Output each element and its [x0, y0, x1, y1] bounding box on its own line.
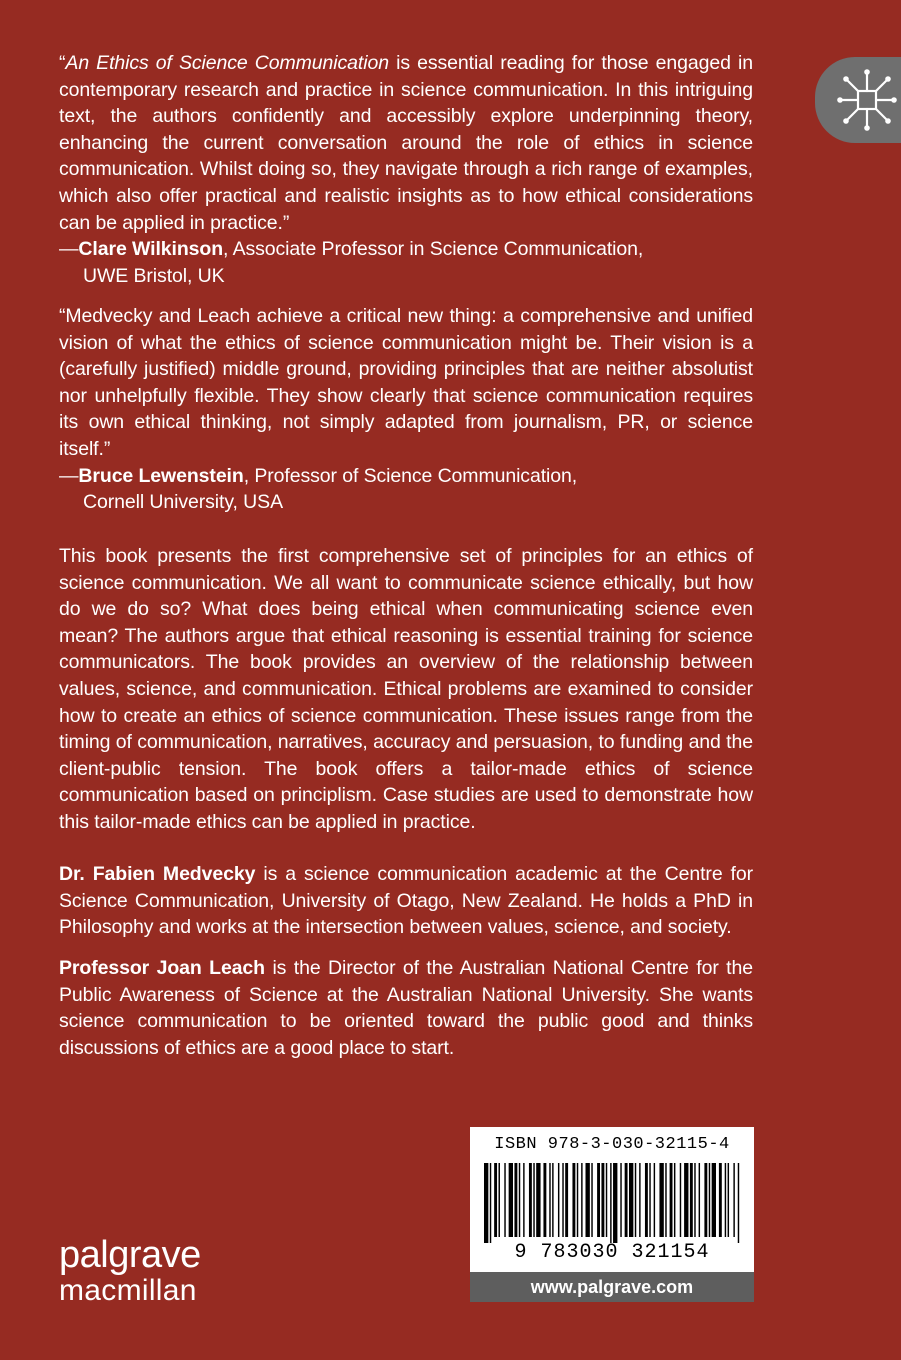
- barcode-bar: [519, 1163, 520, 1237]
- publisher-line2: macmillan: [59, 1274, 197, 1307]
- barcode-bar: [709, 1163, 710, 1237]
- barcode-bar: [613, 1163, 617, 1243]
- book-title: An Ethics of Science Communication: [65, 52, 389, 74]
- barcode-bar: [597, 1163, 600, 1237]
- barcode-bar: [738, 1163, 739, 1243]
- barcode-bar: [719, 1163, 722, 1237]
- barcode-digits: 9 783030 321154: [514, 1241, 710, 1264]
- barcode-bar: [552, 1163, 553, 1237]
- attribution-author: Clare Wilkinson: [78, 238, 224, 261]
- barcode-bar: [494, 1163, 497, 1237]
- bio-text: [59, 955, 753, 1061]
- quote-text: “Medvecky and Leach achieve a critical new thing: a comprehensive and unified vision of what the ethics of science communication might be. Their vision is a (carefully justified) middle ground, providing principles that are neither absolutist nor unhelpfully flexible. They show clearly that science communication requires its own ethical thinking, not simply adapted from journalism, PR, or science itself.”: [59, 305, 753, 460]
- attribution-author: Bruce Lewenstein: [78, 464, 244, 487]
- author-bio-leach: [59, 955, 753, 1061]
- publisher-url: www.palgrave.com: [470, 1272, 754, 1302]
- barcode-bar: [606, 1163, 607, 1237]
- barcode-bar: [565, 1163, 568, 1237]
- barcode-bar: [536, 1163, 540, 1237]
- barcode-bar: [699, 1163, 700, 1237]
- author-bio-medvecky: [59, 861, 753, 941]
- bio-body: is the Director of the Australian National Centre for the Public Awareness of Science at the Australian National University. She wants science communication to be oriented toward the public good and thinks discussions of ethics are a good place to start.: [59, 957, 753, 1059]
- barcode-bar: [601, 1163, 604, 1237]
- barcode-bar: [728, 1163, 729, 1237]
- barcode-bar: [610, 1163, 611, 1243]
- barcode-bar: [625, 1163, 628, 1237]
- quote-text: [59, 50, 753, 236]
- quote-attribution: [59, 463, 753, 490]
- attribution-affiliation: UWE Bristol, UK: [83, 264, 225, 287]
- barcode-bar: [733, 1163, 734, 1237]
- barcode-bar: [659, 1163, 663, 1237]
- barcode-bar: [562, 1163, 563, 1237]
- barcode-bar: [712, 1163, 716, 1237]
- quote-body: is essential reading for those engaged in contemporary research and practice in science communication. In this intriguing text, the authors confidently and accessibly explore underpinning theory, enhancing the current conversation around the role of ethics in science communication. Whilst doing so, they navigate through a rich range of examples, which also offer practical and realistic insights as to how ethical considerations can be applied in practice.”: [59, 52, 753, 234]
- barcode-bar: [665, 1163, 666, 1237]
- barcode-bar: [704, 1163, 707, 1237]
- barcode-bar: [649, 1163, 650, 1237]
- bio-author-name: Professor Joan Leach: [59, 957, 265, 979]
- barcode-bar: [558, 1163, 559, 1237]
- endorsement-quote-wilkinson: [59, 50, 753, 289]
- barcode-bar: [577, 1163, 578, 1237]
- barcode-bar: [684, 1163, 688, 1237]
- endorsement-quote-lewenstein: [59, 303, 753, 516]
- quote-attribution: [59, 236, 753, 263]
- description-text: This book presents the first comprehensive set of principles for an ethics of science communication. We all want to communicate science ethically, but how do we do so? What does being ethical when communicating science even mean? The authors argue that ethical reasoning is essential training for science communicators. The book provides an overview of the relationship between values, science, and communication. Ethical problems are examined to consider how to create an ethics of science communication. These issues range from the timing of communication, narratives, accuracy and persuasion, to funding and the client-public tension. The book offers a tailor-made ethics of science communication based on principlism. Case studies are used to demonstrate how this tailor-made ethics can be applied in practice.: [59, 545, 753, 833]
- barcode-bar: [674, 1163, 675, 1237]
- barcode-bar: [533, 1163, 534, 1237]
- attribution-role: , Professor of Science Communication,: [243, 464, 578, 487]
- palgrave-logo-badge: [815, 57, 901, 143]
- attribution-affiliation: Cornell University, USA: [83, 491, 283, 514]
- barcode-bar: [509, 1163, 513, 1237]
- barcode-bar: [670, 1163, 673, 1237]
- barcode-bar: [586, 1163, 590, 1237]
- attribution-role: , Associate Professor in Science Communication,: [223, 238, 644, 261]
- attribution-dash: —: [59, 464, 79, 487]
- barcode-bar: [620, 1163, 621, 1237]
- barcode-bar: [543, 1163, 546, 1237]
- bio-text: [59, 861, 753, 941]
- open-quote: “: [59, 52, 66, 74]
- barcode-bars: [484, 1163, 740, 1243]
- barcode-bar: [549, 1163, 550, 1237]
- palgrave-network-logo-icon: [837, 69, 897, 131]
- book-description: [59, 543, 753, 836]
- publisher-logo: [59, 1236, 201, 1306]
- barcode-bar: [529, 1163, 532, 1237]
- barcode-bar: [499, 1163, 500, 1237]
- isbn-label: ISBN 978-3-030-32115-4: [494, 1135, 730, 1154]
- bio-body: is a science communication academic at the Centre for Science Communication, University of Otago, New Zealand. He holds a PhD in Philosophy and works at the intersection between values, science, and society.: [59, 863, 754, 939]
- barcode-bar: [690, 1163, 693, 1237]
- bio-author-name: Dr. Fabien Medvecky: [59, 863, 256, 885]
- publisher-line1: palgrave: [59, 1234, 201, 1276]
- barcode-bar: [591, 1163, 592, 1237]
- barcode-bar: [639, 1163, 640, 1237]
- barcode-bar: [635, 1163, 636, 1237]
- barcode-bar: [680, 1163, 681, 1237]
- isbn-barcode: [470, 1127, 754, 1272]
- barcode-bar: [572, 1163, 575, 1237]
- barcode-bar: [523, 1163, 524, 1237]
- barcode-bar: [504, 1163, 505, 1237]
- barcode-bar: [490, 1163, 491, 1243]
- barcode-bar: [654, 1163, 655, 1237]
- barcode-bar: [514, 1163, 517, 1237]
- barcode-bar: [581, 1163, 582, 1237]
- barcode-bar: [484, 1163, 488, 1243]
- barcode-bar: [645, 1163, 648, 1237]
- barcode-bar: [694, 1163, 695, 1237]
- barcode-bar: [725, 1163, 726, 1237]
- attribution-dash: —: [59, 238, 79, 261]
- barcode-bar: [629, 1163, 633, 1237]
